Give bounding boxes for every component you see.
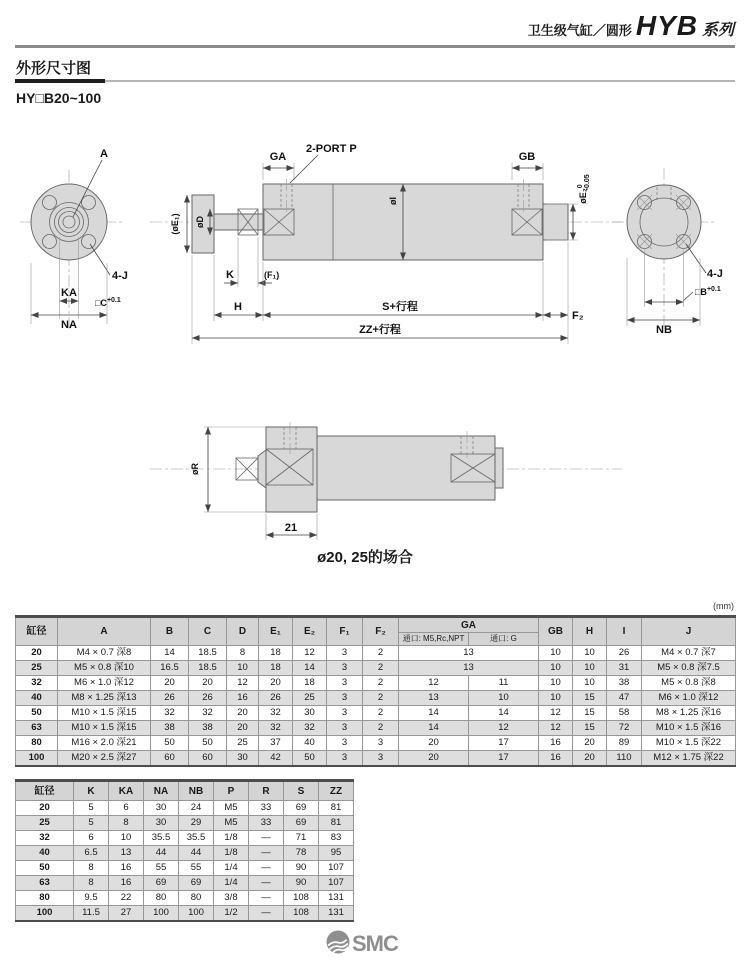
label-ga: GA: [269, 151, 287, 163]
label-k: K: [226, 269, 234, 281]
dim-cell-zz: 107: [319, 861, 354, 876]
dim-cell-a: M6 × 1.0 深12: [58, 676, 151, 691]
dim-cell-k: 5: [74, 801, 109, 816]
logo-text: SMC: [352, 931, 398, 956]
dim-cell-r: —: [249, 876, 284, 891]
dim-cell-f2: 2: [363, 646, 399, 661]
dim-cell-b: 38: [151, 721, 189, 736]
dim-cell-e2: 32: [293, 721, 327, 736]
dim-cell-gb: 16: [539, 736, 573, 751]
col-header-a: A: [58, 617, 151, 646]
dim-cell-j: M5 × 0.8 深8: [642, 676, 736, 691]
dim-cell-h: 20: [573, 736, 607, 751]
dim-cell-s: 69: [284, 801, 319, 816]
dim-cell-nb: 80: [179, 891, 214, 906]
dim-cell-ga1: 14: [399, 706, 469, 721]
dim-cell-ka: 27: [109, 906, 144, 922]
dim-cell-p: 3/8: [214, 891, 249, 906]
col-header-f2: F₂: [363, 617, 399, 646]
dim-cell-ka: 16: [109, 876, 144, 891]
label-s-stroke: S+行程: [382, 301, 418, 313]
bore-cell: 40: [16, 691, 58, 706]
dim-cell-f2: 3: [363, 751, 399, 767]
section-title-underline: [15, 79, 105, 83]
label-i: øI: [388, 197, 398, 205]
col-header-ka: KA: [109, 781, 144, 801]
rod-taper: [258, 450, 266, 488]
dim-cell-d: 16: [227, 691, 259, 706]
table-row: [16, 861, 354, 876]
dim-cell-r: —: [249, 831, 284, 846]
dim-cell-c: 32: [189, 706, 227, 721]
dim-cell-r: 33: [249, 816, 284, 831]
front-flange-outline: [31, 184, 107, 260]
dim-cell-zz: 131: [319, 891, 354, 906]
dim-cell-i: 72: [607, 721, 642, 736]
dim-cell-f2: 3: [363, 736, 399, 751]
label-ka: KA: [61, 287, 77, 299]
dim-cell-gb: 12: [539, 706, 573, 721]
small-bore-caption: ø20, 25的场合: [317, 549, 413, 566]
label-f1: (F₁): [264, 270, 280, 280]
table-row: [16, 906, 354, 922]
col-header-c: C: [189, 617, 227, 646]
dim-cell-e1: 26: [259, 691, 293, 706]
dim-cell-gb: 10: [539, 646, 573, 661]
dim-cell-b: 26: [151, 691, 189, 706]
dim-cell-f1: 3: [327, 661, 363, 676]
table-row: [16, 846, 354, 861]
dim-cell-na: 100: [144, 906, 179, 922]
dim-cell-r: —: [249, 846, 284, 861]
dim-cell-i: 26: [607, 646, 642, 661]
dim-cell-h: 10: [573, 676, 607, 691]
col-header-e2: E₂: [293, 617, 327, 646]
dim-cell-na: 69: [144, 876, 179, 891]
table-row: [16, 831, 354, 846]
dim-cell-ga2: 17: [469, 736, 539, 751]
label-21: 21: [284, 522, 298, 534]
dim-cell-f1: 3: [327, 706, 363, 721]
label-na: NA: [61, 319, 77, 331]
bore-cell: 63: [16, 876, 74, 891]
dim-cell-c: 26: [189, 691, 227, 706]
dim-cell-a: M5 × 0.8 深10: [58, 661, 151, 676]
dim-cell-f1: 3: [327, 691, 363, 706]
dim-cell-h: 10: [573, 661, 607, 676]
dim-cell-b: 60: [151, 751, 189, 767]
label-port: 2-PORT P: [306, 143, 357, 155]
dim-cell-i: 58: [607, 706, 642, 721]
dim-cell-ka: 13: [109, 846, 144, 861]
dim-cell-a: M8 × 1.25 深13: [58, 691, 151, 706]
table-row: [16, 736, 736, 751]
dim-cell-nb: 55: [179, 861, 214, 876]
front-flange-block: [266, 427, 317, 512]
dim-cell-a: M16 × 2.0 深21: [58, 736, 151, 751]
table-row: [16, 646, 736, 661]
label-c: $□C^{+0.1}$: [95, 297, 121, 308]
col-header-e1: E₁: [259, 617, 293, 646]
dim-cell-ga2: 10: [469, 691, 539, 706]
bore-cell: 50: [16, 861, 74, 876]
dim-cell-k: 6: [74, 831, 109, 846]
dim-cell-i: 38: [607, 676, 642, 691]
table-row: [16, 706, 736, 721]
dim-cell-b: 16.5: [151, 661, 189, 676]
col-header-ga: GA: [399, 617, 539, 633]
dim-cell-a: M4 × 0.7 深8: [58, 646, 151, 661]
table-header-row: [16, 617, 736, 633]
label-d: øD: [195, 216, 205, 228]
col-header-ga-g: 通口: G: [469, 633, 539, 646]
front-view: [20, 148, 128, 331]
dim-cell-d: 30: [227, 751, 259, 767]
col-header-p: P: [214, 781, 249, 801]
dim-cell-nb: 69: [179, 876, 214, 891]
dim-cell-i: 31: [607, 661, 642, 676]
bore-cell: 100: [16, 751, 58, 767]
dim-cell-s: 78: [284, 846, 319, 861]
dim-cell-d: 8: [227, 646, 259, 661]
dim-cell-zz: 83: [319, 831, 354, 846]
col-header-h: H: [573, 617, 607, 646]
dim-cell-c: 18.5: [189, 661, 227, 676]
dim-cell-na: 35.5: [144, 831, 179, 846]
col-header-j: J: [642, 617, 736, 646]
dim-cell-f2: 2: [363, 721, 399, 736]
dim-cell-nb: 44: [179, 846, 214, 861]
dim-cell-k: 8: [74, 876, 109, 891]
table-row: [16, 691, 736, 706]
dim-cell-a: M10 × 1.5 深15: [58, 721, 151, 736]
dim-cell-e1: 18: [259, 646, 293, 661]
table-header-row: [16, 781, 354, 801]
unit-note: (mm): [713, 601, 734, 611]
dim-cell-ka: 22: [109, 891, 144, 906]
dim-cell-c: 20: [189, 676, 227, 691]
dim-cell-gb: 12: [539, 721, 573, 736]
bore-cell: 40: [16, 846, 74, 861]
dim-cell-s: 108: [284, 891, 319, 906]
dim-cell-s: 71: [284, 831, 319, 846]
section-title-rule: [105, 80, 735, 82]
dim-cell-gb: 16: [539, 751, 573, 767]
dim-cell-f2: 2: [363, 676, 399, 691]
col-header-nb: NB: [179, 781, 214, 801]
table-row: [16, 816, 354, 831]
dim-cell-k: 5: [74, 816, 109, 831]
dim-cell-ga2: 17: [469, 751, 539, 767]
label-h: H: [234, 301, 242, 313]
dim-cell-k: 11.5: [74, 906, 109, 922]
label-nb: NB: [656, 324, 672, 336]
dim-cell-k: 8: [74, 861, 109, 876]
bore-cell: 50: [16, 706, 58, 721]
dim-cell-e2: 14: [293, 661, 327, 676]
dim-cell-d: 20: [227, 721, 259, 736]
dim-cell-h: 15: [573, 706, 607, 721]
col-header-f1: F₁: [327, 617, 363, 646]
label-4j-rear: 4-J: [707, 268, 723, 280]
dim-cell-na: 30: [144, 816, 179, 831]
bore-cell: 100: [16, 906, 74, 922]
dim-cell-k: 6.5: [74, 846, 109, 861]
dim-cell-na: 55: [144, 861, 179, 876]
dim-cell-r: —: [249, 906, 284, 922]
dim-cell-f1: 3: [327, 676, 363, 691]
bore-cell: 32: [16, 831, 74, 846]
doc-header: [528, 10, 734, 42]
bore-cell: 80: [16, 891, 74, 906]
table-row: [16, 891, 354, 906]
rear-view: [612, 168, 723, 336]
dim-cell-p: 1/4: [214, 876, 249, 891]
dim-cell-s: 69: [284, 816, 319, 831]
rear-boss: [543, 204, 568, 240]
col-header-ga-m5: 通口: M5,Rc,NPT: [399, 633, 469, 646]
header-series-suffix: 系列: [701, 22, 734, 39]
bore-cell: 20: [16, 801, 74, 816]
dim-cell-j: M5 × 0.8 深7.5: [642, 661, 736, 676]
dim-cell-zz: 81: [319, 816, 354, 831]
dim-cell-s: 108: [284, 906, 319, 922]
dim-cell-gb: 10: [539, 691, 573, 706]
bore-cell: 20: [16, 646, 58, 661]
label-r-dia: øR: [190, 463, 200, 475]
dim-cell-b: 50: [151, 736, 189, 751]
dim-cell-e2: 25: [293, 691, 327, 706]
dim-cell-c: 38: [189, 721, 227, 736]
dim-cell-zz: 131: [319, 906, 354, 922]
label-e2: øE₂$^0$-0.05: [577, 174, 591, 204]
section-title: 外形尺寸图: [16, 60, 92, 77]
bore-cell: 63: [16, 721, 58, 736]
dimensions-table-1: [15, 615, 736, 767]
dim-cell-f1: 3: [327, 736, 363, 751]
dim-cell-i: 89: [607, 736, 642, 751]
dim-cell-d: 25: [227, 736, 259, 751]
bore-cell: 32: [16, 676, 58, 691]
dim-cell-j: M12 × 1.75 深22: [642, 751, 736, 767]
dim-cell-b: 20: [151, 676, 189, 691]
table-row: [16, 661, 736, 676]
dim-cell-f1: 3: [327, 646, 363, 661]
label-b: $□B^{+0.1}$: [695, 286, 721, 297]
dim-cell-ga1: 13: [399, 691, 469, 706]
dim-cell-r: 33: [249, 801, 284, 816]
dim-cell-e2: 40: [293, 736, 327, 751]
label-e1: (øE₁): [170, 213, 180, 235]
dim-cell-p: 1/4: [214, 861, 249, 876]
header-divider: [15, 45, 735, 48]
dim-cell-na: 80: [144, 891, 179, 906]
dim-cell-j: M10 × 1.5 深16: [642, 721, 736, 736]
model-code: HY□B20~100: [16, 90, 102, 106]
dim-cell-f1: 3: [327, 721, 363, 736]
bore-cell: 80: [16, 736, 58, 751]
dim-cell-ga2: 11: [469, 676, 539, 691]
dim-cell-a: M10 × 1.5 深15: [58, 706, 151, 721]
dim-cell-p: 1/2: [214, 906, 249, 922]
dim-cell-ga1: 14: [399, 721, 469, 736]
dim-cell-ka: 16: [109, 861, 144, 876]
table-row: [16, 751, 736, 767]
table-row: [16, 876, 354, 891]
col-header-b: B: [151, 617, 189, 646]
label-4j: 4-J: [112, 270, 128, 282]
piston-rod: [214, 214, 263, 230]
dim-cell-c: 60: [189, 751, 227, 767]
label-gb: GB: [518, 151, 536, 163]
dim-cell-p: 1/8: [214, 831, 249, 846]
dim-cell-ga1: 20: [399, 751, 469, 767]
dim-cell-r: —: [249, 861, 284, 876]
col-header-na: NA: [144, 781, 179, 801]
header-series-name: HYB: [635, 10, 698, 41]
dim-cell-e1: 32: [259, 706, 293, 721]
dim-cell-e1: 42: [259, 751, 293, 767]
dim-cell-c: 18.5: [189, 646, 227, 661]
dim-cell-gb: 10: [539, 661, 573, 676]
dim-cell-i: 110: [607, 751, 642, 767]
label-zz-stroke: ZZ+行程: [359, 324, 401, 336]
col-header-s: S: [284, 781, 319, 801]
dim-cell-j: M10 × 1.5 深22: [642, 736, 736, 751]
col-header-d: D: [227, 617, 259, 646]
dim-cell-ka: 6: [109, 801, 144, 816]
smc-logo: [0, 927, 750, 957]
dim-cell-f2: 2: [363, 706, 399, 721]
bore-cell: 25: [16, 661, 58, 676]
label-a: A: [100, 148, 108, 160]
smc-logo-graphic: [325, 927, 425, 957]
dim-cell-j: M4 × 0.7 深7: [642, 646, 736, 661]
dim-cell-ga1: 20: [399, 736, 469, 751]
col-header-gb: GB: [539, 617, 573, 646]
dim-cell-ga2: 12: [469, 721, 539, 736]
dim-cell-j: M8 × 1.25 深16: [642, 706, 736, 721]
dim-cell-ga2: 14: [469, 706, 539, 721]
dim-cell-c: 50: [189, 736, 227, 751]
dim-cell-h: 10: [573, 646, 607, 661]
dim-cell-b: 14: [151, 646, 189, 661]
dim-cell-nb: 24: [179, 801, 214, 816]
dim-cell-ka: 10: [109, 831, 144, 846]
dim-cell-e2: 50: [293, 751, 327, 767]
table-row: [16, 801, 354, 816]
dim-cell-nb: 35.5: [179, 831, 214, 846]
table-row: [16, 676, 736, 691]
dim-cell-na: 44: [144, 846, 179, 861]
dim-cell-h: 15: [573, 691, 607, 706]
label-f2: F₂: [572, 310, 584, 322]
dim-cell-ga1: 13: [399, 661, 539, 676]
side-view: [150, 143, 622, 344]
dim-cell-f2: 2: [363, 661, 399, 676]
dim-cell-b: 32: [151, 706, 189, 721]
dim-cell-e1: 20: [259, 676, 293, 691]
col-header-zz: ZZ: [319, 781, 354, 801]
bore-cell: 25: [16, 816, 74, 831]
col-header-r: R: [249, 781, 284, 801]
bottom-view: [150, 422, 622, 540]
main-dimension-drawing: [0, 125, 750, 380]
dim-cell-nb: 29: [179, 816, 214, 831]
dim-cell-e2: 12: [293, 646, 327, 661]
dim-cell-e1: 18: [259, 661, 293, 676]
dim-cell-d: 10: [227, 661, 259, 676]
dim-cell-e1: 32: [259, 721, 293, 736]
dim-cell-zz: 95: [319, 846, 354, 861]
dim-cell-zz: 107: [319, 876, 354, 891]
dim-cell-h: 15: [573, 721, 607, 736]
header-category: 卫生级气缸／圆形: [527, 23, 632, 38]
dim-cell-s: 90: [284, 876, 319, 891]
dim-cell-j: M6 × 1.0 深12: [642, 691, 736, 706]
dim-cell-f1: 3: [327, 751, 363, 767]
dim-cell-nb: 100: [179, 906, 214, 922]
dim-cell-i: 47: [607, 691, 642, 706]
dim-cell-ga1: 13: [399, 646, 539, 661]
dim-cell-p: M5: [214, 801, 249, 816]
dim-cell-k: 9.5: [74, 891, 109, 906]
dim-cell-e2: 30: [293, 706, 327, 721]
dim-cell-zz: 81: [319, 801, 354, 816]
dim-cell-d: 12: [227, 676, 259, 691]
dim-cell-ka: 8: [109, 816, 144, 831]
dim-cell-f2: 2: [363, 691, 399, 706]
dim-cell-r: —: [249, 891, 284, 906]
col-header-bore: 缸径: [16, 617, 58, 646]
table-row: [16, 721, 736, 736]
dim-cell-na: 30: [144, 801, 179, 816]
rear-boss: [495, 448, 503, 488]
dim-cell-p: M5: [214, 816, 249, 831]
small-bore-drawing: [0, 392, 750, 544]
dimensions-table-2: [15, 779, 354, 922]
dim-cell-ga1: 12: [399, 676, 469, 691]
col-header-i: I: [607, 617, 642, 646]
col-header-bore: 缸径: [16, 781, 74, 801]
dim-cell-s: 90: [284, 861, 319, 876]
dim-cell-a: M20 × 2.5 深27: [58, 751, 151, 767]
dim-cell-h: 20: [573, 751, 607, 767]
dim-cell-e2: 18: [293, 676, 327, 691]
dim-cell-e1: 37: [259, 736, 293, 751]
dim-cell-gb: 10: [539, 676, 573, 691]
dim-cell-p: 1/8: [214, 846, 249, 861]
dim-cell-d: 20: [227, 706, 259, 721]
cylinder-tube: [317, 436, 495, 500]
col-header-k: K: [74, 781, 109, 801]
